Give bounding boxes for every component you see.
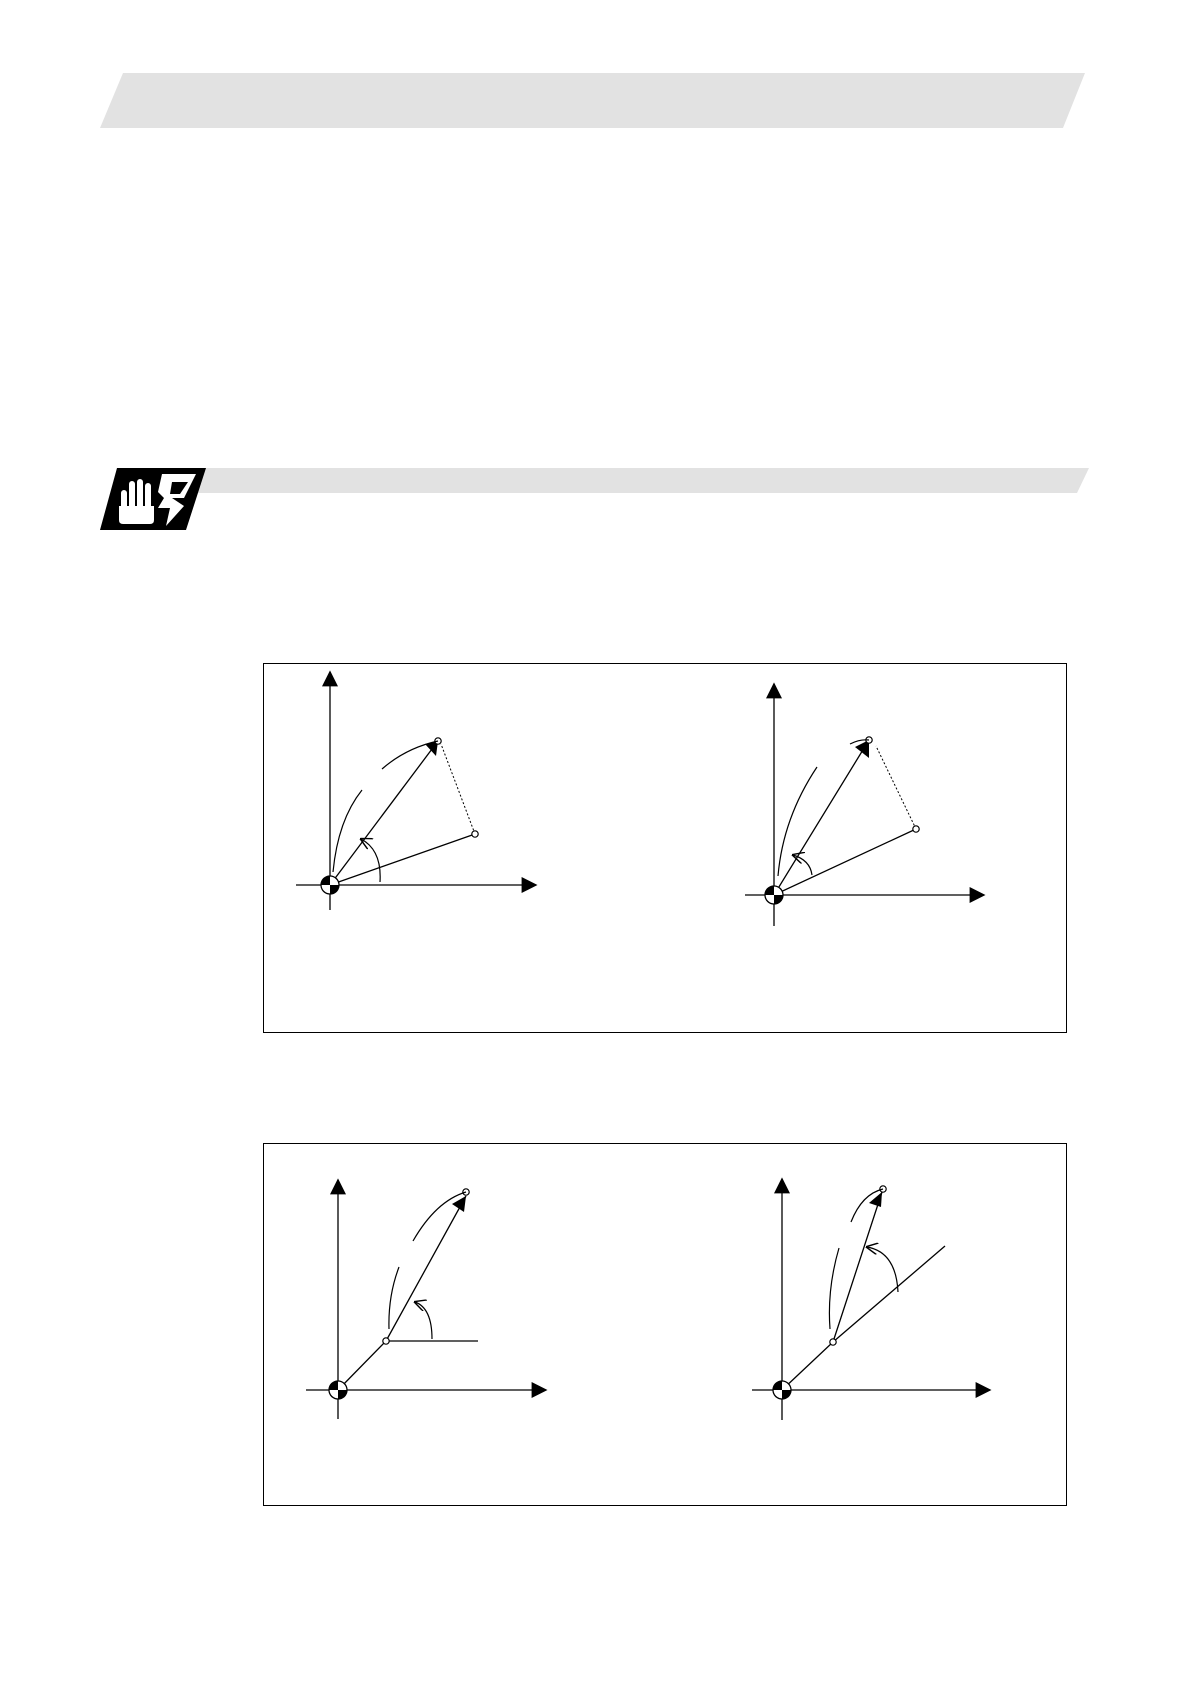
origin-symbol bbox=[773, 1381, 791, 1399]
angle-arc bbox=[793, 855, 812, 875]
line-to-pivot bbox=[338, 1341, 386, 1390]
figure-2-diagram bbox=[264, 1144, 1068, 1507]
radius-arc-upper bbox=[413, 1192, 466, 1241]
polar-rotation-panel-left bbox=[296, 672, 536, 910]
angle-arc bbox=[867, 1247, 898, 1292]
angle-arc bbox=[361, 839, 380, 882]
line-to-pivot bbox=[782, 1342, 833, 1390]
polar-angle-panel-right bbox=[752, 1179, 990, 1420]
origin-symbol bbox=[321, 876, 339, 894]
pivot-point bbox=[830, 1339, 836, 1345]
figure-rotation-about-point bbox=[263, 1143, 1067, 1506]
polar-angle-panel-left bbox=[306, 1180, 546, 1419]
original-vector bbox=[330, 834, 475, 885]
origin-symbol bbox=[765, 886, 783, 904]
radius-arc-lower bbox=[333, 790, 362, 872]
angle-arc bbox=[415, 1302, 432, 1339]
end-point-original bbox=[913, 826, 919, 832]
pivot-point bbox=[383, 1338, 389, 1344]
rotated-vector bbox=[330, 741, 438, 885]
radius-arc-lower bbox=[829, 1248, 839, 1329]
polar-rotation-panel-right bbox=[745, 684, 984, 926]
rotated-vector bbox=[774, 740, 869, 895]
rotated-vector bbox=[833, 1192, 882, 1342]
figure-1-diagram bbox=[264, 664, 1068, 1034]
original-vector bbox=[774, 829, 916, 895]
figure-rotation-about-origin bbox=[263, 663, 1067, 1033]
section-header-band bbox=[0, 0, 1191, 500]
radius-arc-lower bbox=[778, 767, 817, 876]
origin-symbol bbox=[329, 1381, 347, 1399]
end-point-original bbox=[472, 831, 478, 837]
rotation-dotted-line bbox=[441, 744, 475, 834]
stop-hand-icon bbox=[100, 468, 210, 530]
rotation-dotted-line bbox=[876, 746, 916, 829]
